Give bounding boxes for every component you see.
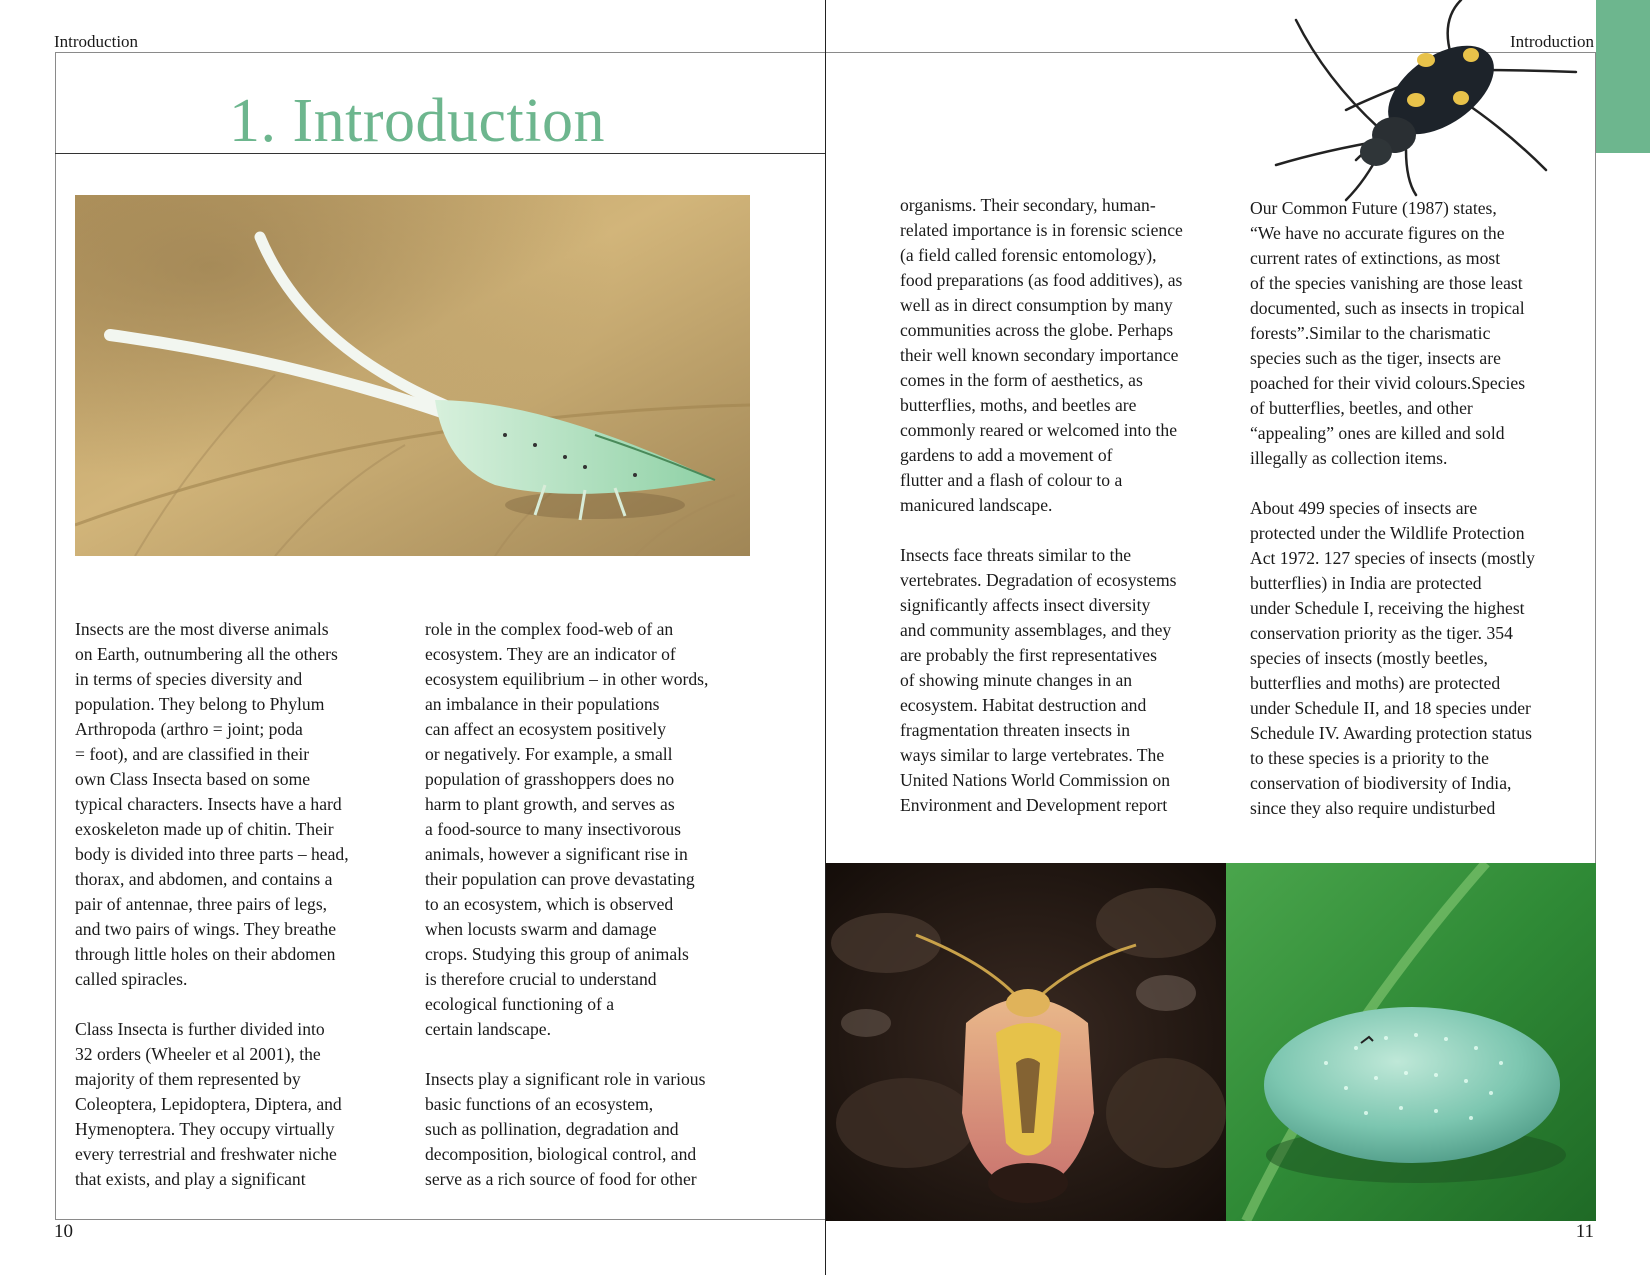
paragraph: organisms. Their secondary, human- related importance is in forensic science (a field called forensic entomology), food preparations (as food additives), as well as in direct consumption by many communities across the globe. Perhaps their well known secondary importance comes in the form of aesthetics, as butterflies, moths, and beetles are commonly reared or welcomed into the gardens to add a movement of flutter and a flash of colour to a manicured landscape. [900, 195, 1183, 515]
insect-egg-illustration [1226, 863, 1596, 1221]
page-number-left: 10 [54, 1221, 73, 1242]
frame-bottom-rule [55, 1219, 826, 1220]
paragraph: Our Common Future (1987) states, “We have no accurate figures on the current rates of extinctions, as most of the species vanishing are those least documented, such as insects in tropical forests”.Similar to the charismatic species such as the tiger, insects are poached for their vivid colours.Species of butterflies, beetles, and other “appealing” ones are killed and sold illegally as collection items. [1250, 198, 1526, 468]
right-page [826, 0, 1650, 1275]
leafhopper-nymph-illustration [75, 195, 750, 556]
leafhopper-nymph-photo [75, 195, 750, 556]
frame-top-rule [55, 52, 826, 53]
chapter-title: 1. Introduction [229, 87, 605, 155]
tiger-beetle-photo [1266, 0, 1596, 205]
shield-bug-photo [826, 863, 1226, 1221]
paragraph: role in the complex food-web of an ecosystem. They are an indicator of ecosystem equilibrium – in other words, an imbalance in their populations can affect an ecosystem positively or negatively. For example, a small population of grasshoppers does no harm to plant growth, and serves as a food-source to many insectivorous animals, however a significant rise in their population can prove devastating to an ecosystem, which is observed when locusts swarm and damage crops. Studying this group of animals is therefore crucial to understand ecological functioning of a certain landscape. [425, 619, 709, 1039]
running-head-left: Introduction [54, 32, 139, 51]
running-head-right: Introduction [1509, 32, 1594, 51]
paragraph: Insects face threats similar to the vertebrates. Degradation of ecosystems significantly affects insect diversity and community assemblages, and they are probably the first representatives of showing minute changes in an ecosystem. Habitat destruction and fragmentation threaten insects in ways similar to large vertebrates. The United Nations World Commission on Environment and Development report [900, 545, 1177, 815]
left-text-column-1 [75, 617, 405, 1192]
paragraph: Insects play a significant role in various basic functions of an ecosystem, such as pollination, degradation and decomposition, biological control, and serve as a rich source of food for other [425, 1069, 706, 1189]
shield-bug-illustration [826, 863, 1226, 1221]
page-number-right: 11 [1575, 1221, 1594, 1242]
paragraph: Class Insecta is further divided into 32 orders (Wheeler et al 2001), the majority of them represented by Coleoptera, Lepidoptera, Diptera, and Hymenoptera. They occupy virtually every terrestrial and freshwater niche that exists, and play a significant [75, 1019, 342, 1189]
left-text-column-2 [425, 617, 765, 1192]
paragraph: Insects are the most diverse animals on Earth, outnumbering all the others in terms of species diversity and population. They belong to Phylum Arthropoda (arthro = joint; poda = foot), and are classified in their own Class Insecta based on some typical characters. Insects have a hard exoskeleton made up of chitin. Their body is divided into three parts – head, thorax, and abdomen, and contains a pair of antennae, three pairs of legs, and two pairs of wings. They breathe through little holes on their abdomen called spiracles. [75, 619, 349, 989]
frame-left-rule [55, 52, 56, 1220]
paragraph: About 499 species of insects are protected under the Wildlife Protection Act 1972. 127 species of insects (mostly butterflies) in India are protected under Schedule I, receiving the highest conservation priority as the tiger. 354 species of insects (mostly beetles, butterflies and moths) are protected under Schedule II, and 18 species under Schedule IV. Awarding protection status to these species is a priority to the conservation of biodiversity of India, since they also require undisturbed [1250, 498, 1535, 818]
insect-egg-on-leaf-photo [1226, 863, 1596, 1221]
right-text-column-2 [1250, 196, 1590, 821]
right-text-column-1 [900, 193, 1230, 818]
tiger-beetle-illustration [1266, 0, 1596, 205]
